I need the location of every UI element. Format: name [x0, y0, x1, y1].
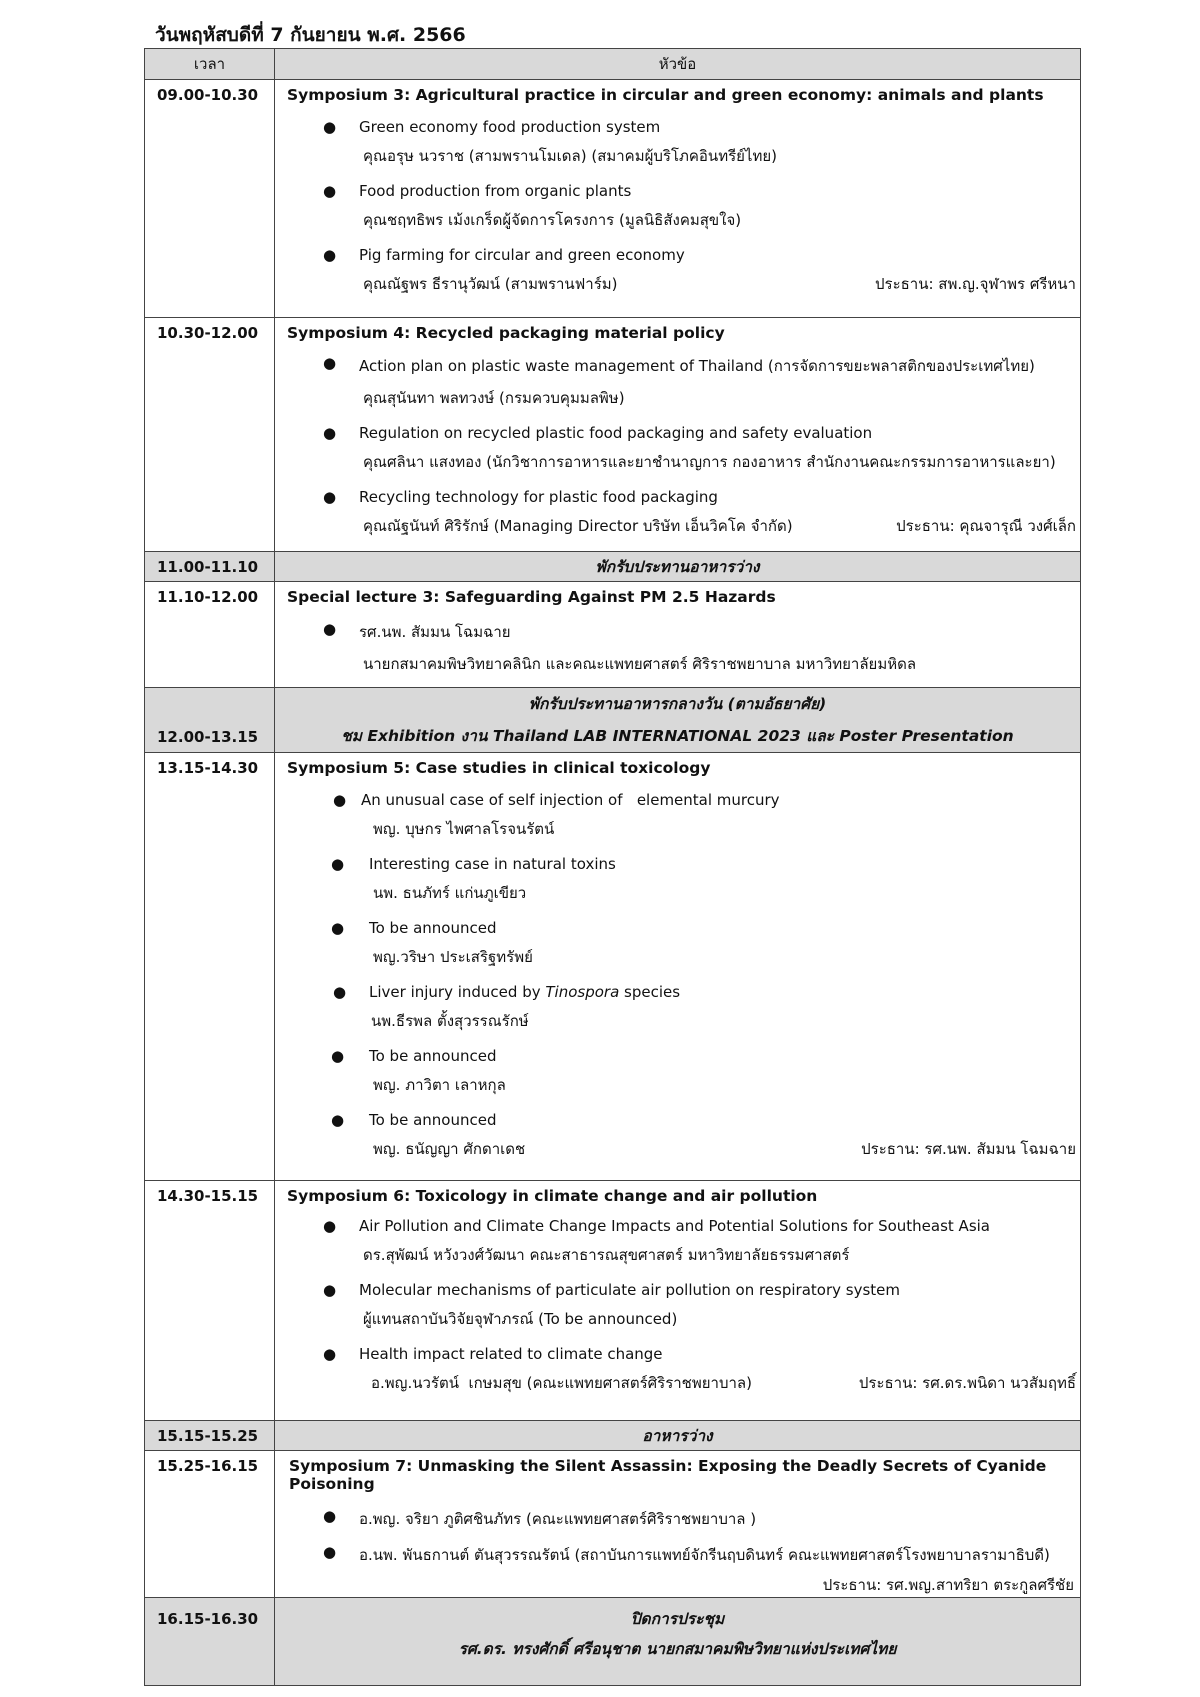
table-row-break [145, 1421, 1081, 1451]
closing-speaker: รศ.ดร. ทรงศักดิ์ ศรีอนุชาต นายกสมาคมพิษวิทยาแห่งประเทศไทย [458, 1640, 897, 1658]
topic-cell [275, 1451, 1081, 1598]
item-speaker: ผู้แทนสถาบันวิจัยจุฬาภรณ์ (To be announced) [363, 1310, 678, 1328]
item-topic: Action plan on plastic waste management of Thailand (การจัดการขยะพลาสติกของประเทศไทย) [359, 357, 1035, 375]
topic-cell [275, 318, 1081, 552]
time-cell: 11.00-11.10 [145, 552, 275, 582]
list-item [275, 983, 1080, 1033]
item-speaker: พญ. ภาวิตา เลาหกุล [373, 1076, 506, 1094]
page-heading: วันพฤหัสบดีที่ 7 กันยายน พ.ศ. 2566 [155, 24, 466, 46]
item-speaker: นพ. ธนภัทร์ แก่นภูเขียว [373, 884, 527, 902]
table-row-symposium-5 [145, 753, 1081, 1181]
time-cell: 10.30-12.00 [145, 318, 275, 552]
item-topic: To be announced [369, 1047, 497, 1065]
session-title: Symposium 5: Case studies in clinical toxicology [287, 759, 711, 777]
item-speaker: คุณศลินา แสงทอง (นักวิชาการอาหารและยาชำนาญการ กองอาหาร สำนักงานคณะกรรมการอาหารและยา) [363, 453, 1056, 471]
list-item [275, 1281, 1080, 1331]
table-header-row [145, 49, 1081, 80]
bullet-icon: ● [331, 919, 345, 937]
time-cell: 09.00-10.30 [145, 80, 275, 318]
list-item [275, 620, 1080, 676]
item-speaker: นพ.ธีรพล ตั้งสุวรรณรักษ์ [371, 1012, 529, 1030]
bullet-icon: ● [333, 983, 347, 1001]
item-topic: To be announced [369, 1111, 497, 1129]
time-cell: 11.10-12.00 [145, 582, 275, 688]
list-item [275, 1111, 1080, 1161]
table-row-break [145, 552, 1081, 582]
item-topic: Interesting case in natural toxins [369, 855, 616, 873]
table-row-special-lecture-3 [145, 582, 1081, 688]
bullet-icon: ● [323, 182, 337, 200]
bullet-icon: ● [331, 855, 345, 873]
closing-label: ปิดการประชุม [630, 1610, 725, 1628]
list-item [275, 488, 1080, 538]
bullet-icon: ● [323, 1507, 337, 1525]
bullet-icon: ● [323, 354, 337, 372]
item-speaker: คุณณัฐพร ธีรานุวัฒน์ (สามพรานฟาร์ม) ประธาน: สพ.ญ.จุฬาพร ศรีหนา [359, 272, 1080, 296]
break-label: พักรับประทานอาหารว่าง [275, 552, 1081, 582]
bullet-icon: ● [331, 1111, 345, 1129]
time-cell: 15.15-15.25 [145, 1421, 275, 1451]
session-chair: ประธาน: รศ.ดร.พนิดา นวสัมฤทธิ์ [858, 1374, 1076, 1392]
list-item [275, 424, 1080, 474]
item-speaker: ดร.สุพัฒน์ หวังวงศ์วัฒนา คณะสาธารณสุขศาสตร์ มหาวิทยาลัยธรรมศาสตร์ [363, 1246, 850, 1264]
list-item [275, 1543, 1080, 1567]
session-title: Symposium 3: Agricultural practice in circular and green economy: animals and plants [287, 86, 1044, 104]
item-speaker: อ.พญ.นวรัตน์ เกษมสุข (คณะแพทยศาสตร์ศิริราชพยาบาล) ประธาน: รศ.ดร.พนิดา นวสัมฤทธิ์ [359, 1371, 1080, 1395]
item-topic: อ.นพ. พันธกานต์ ตันสุวรรณรัตน์ (สถาบันการแพทย์จักรีนฤบดินทร์ คณะแพทยศาสตร์โรงพยาบาลรามาธิบดี) [359, 1546, 1050, 1564]
item-speaker: พญ. บุษกร ไพศาลโรจนรัตน์ [373, 820, 555, 838]
time-cell: 15.25-16.15 [145, 1451, 275, 1598]
bullet-icon: ● [323, 246, 337, 264]
item-speaker: คุณณัฐนันท์ ศิริรักษ์ (Managing Director บริษัท เอ็นวิคโค จำกัด) ประธาน: คุณจารุณี วงศ์เล็ก [359, 514, 1080, 538]
item-topic: อ.พญ. จริยา ภูติศชินภัทร (คณะแพทยศาสตร์ศิริราชพยาบาล ) [359, 1510, 757, 1528]
topic-cell [275, 582, 1081, 688]
item-topic: Regulation on recycled plastic food packaging and safety evaluation [359, 424, 873, 442]
time-cell: 14.30-15.15 [145, 1181, 275, 1421]
topic-cell [275, 80, 1081, 318]
list-item [275, 182, 1080, 232]
bullet-icon: ● [323, 1217, 337, 1235]
bullet-icon: ● [323, 1345, 337, 1363]
exhibition-label: ชม Exhibition งาน Thailand LAB INTERNATIONAL 2023 และ Poster Presentation [341, 727, 1014, 745]
table-row-closing [145, 1598, 1081, 1686]
table-row-symposium-6 [145, 1181, 1081, 1421]
list-item [275, 855, 1080, 905]
session-title: Symposium 6: Toxicology in climate change and air pollution [287, 1187, 818, 1205]
item-speaker: นายกสมาคมพิษวิทยาคลินิก และคณะแพทยศาสตร์ ศิริราชพยาบาล มหาวิทยาลัยมหิดล [363, 655, 917, 673]
table-row-symposium-7 [145, 1451, 1081, 1598]
time-cell: 12.00-13.15 [145, 688, 275, 753]
bullet-icon: ● [333, 791, 347, 809]
bullet-icon: ● [331, 1047, 345, 1065]
break-label: อาหารว่าง [275, 1421, 1081, 1451]
item-speaker: พญ.วริษา ประเสริฐทรัพย์ [373, 948, 533, 966]
header-topic: หัวข้อ [275, 49, 1081, 80]
time-cell: 13.15-14.30 [145, 753, 275, 1181]
list-item [275, 1345, 1080, 1395]
item-topic: รศ.นพ. สัมมน โฉมฉาย [359, 623, 511, 641]
item-speaker: คุณชฤทธิพร เม้งเกร็ดผู้จัดการโครงการ (มูลนิธิสังคมสุขใจ) [363, 211, 742, 229]
list-item [275, 791, 1080, 841]
list-item [275, 354, 1080, 410]
list-item [275, 1217, 1080, 1267]
bullet-icon: ● [323, 1281, 337, 1299]
list-item [275, 246, 1080, 296]
list-item [275, 1507, 1080, 1531]
lunch-cell [275, 688, 1081, 753]
item-topic: Pig farming for circular and green economy [359, 246, 685, 264]
session-title: Symposium 7: Unmasking the Silent Assassin: Exposing the Deadly Secrets of Cyanide Poisoning [289, 1457, 1047, 1493]
bullet-icon: ● [323, 1543, 337, 1561]
item-topic: An unusual case of self injection of elemental murcury [361, 791, 780, 809]
closing-cell [275, 1598, 1081, 1686]
session-title: Symposium 4: Recycled packaging material policy [287, 324, 725, 342]
list-item [275, 919, 1080, 969]
list-item [275, 1047, 1080, 1097]
lunch-label: พักรับประทานอาหารกลางวัน (ตามอัธยาศัย) [528, 695, 827, 713]
list-item [275, 118, 1080, 168]
table-row-symposium-4 [145, 318, 1081, 552]
time-cell: 16.15-16.30 [145, 1598, 275, 1686]
session-chair: ประธาน: สพ.ญ.จุฬาพร ศรีหนา [875, 275, 1076, 293]
item-topic: To be announced [369, 919, 497, 937]
item-speaker: คุณสุนันทา พลทวงษ์ (กรมควบคุมมลพิษ) [363, 389, 625, 407]
session-chair: ประธาน: รศ.พญ.สาทริยา ตระกูลศรีชัย [822, 1576, 1074, 1594]
bullet-icon: ● [323, 620, 337, 638]
topic-cell [275, 753, 1081, 1181]
header-time: เวลา [145, 49, 275, 80]
table-row-symposium-3 [145, 80, 1081, 318]
item-speaker: พญ. ธนัญญา ศักดาเดช ประธาน: รศ.นพ. สัมมน โฉมฉาย [369, 1137, 1080, 1161]
schedule-table [144, 48, 1081, 1686]
session-chair: ประธาน: รศ.นพ. สัมมน โฉมฉาย [861, 1140, 1076, 1158]
item-topic: Health impact related to climate change [359, 1345, 663, 1363]
item-topic: Food production from organic plants [359, 182, 632, 200]
bullet-icon: ● [323, 118, 337, 136]
item-topic: Air Pollution and Climate Change Impacts and Potential Solutions for Southeast Asia [359, 1217, 990, 1235]
item-topic: Molecular mechanisms of particulate air pollution on respiratory system [359, 1281, 900, 1299]
item-speaker: คุณอรุษ นวราช (สามพรานโมเดล) (สมาคมผู้บริโภคอินทรีย์ไทย) [363, 147, 777, 165]
session-title: Special lecture 3: Safeguarding Against PM 2.5 Hazards [287, 588, 776, 606]
bullet-icon: ● [323, 488, 337, 506]
item-topic: Green economy food production system [359, 118, 661, 136]
bullet-icon: ● [323, 424, 337, 442]
item-topic: Liver injury induced by Tinospora species [369, 983, 681, 1001]
table-row-lunch [145, 688, 1081, 753]
session-chair: ประธาน: คุณจารุณี วงศ์เล็ก [896, 517, 1076, 535]
topic-cell [275, 1181, 1081, 1421]
item-topic: Recycling technology for plastic food packaging [359, 488, 718, 506]
